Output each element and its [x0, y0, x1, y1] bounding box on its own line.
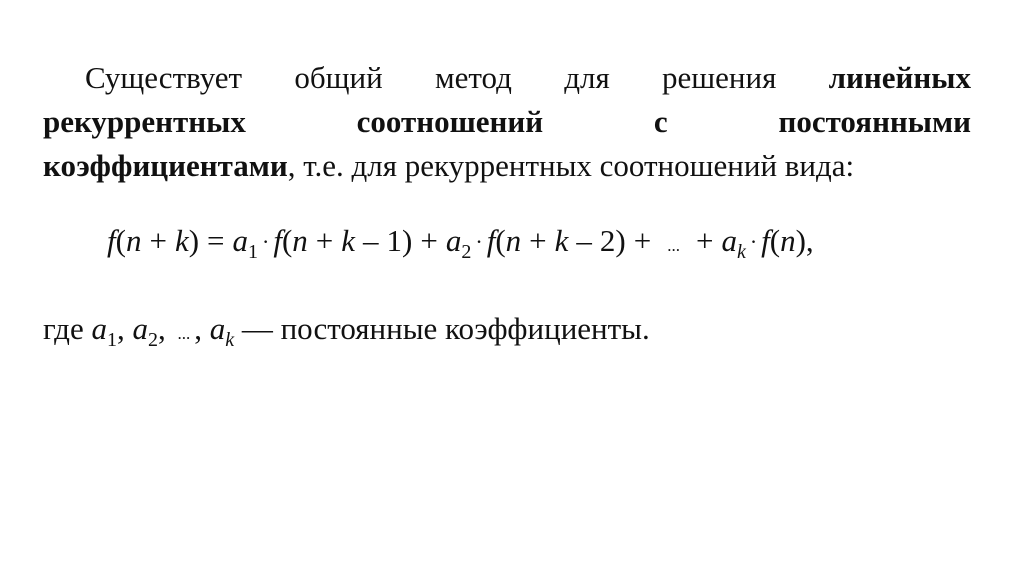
formula-subscript: 2	[461, 241, 472, 263]
formula-ellipsis: ...	[177, 324, 191, 343]
formula-symbol: (	[495, 223, 506, 258]
formula-symbol: n	[780, 223, 796, 258]
formula-symbol: a	[232, 223, 249, 258]
word: для	[564, 60, 610, 95]
formula-operator: +	[529, 223, 547, 258]
formula-subscript	[225, 329, 234, 351]
formula-symbol: (	[115, 223, 126, 258]
formula-symbol: a	[445, 223, 462, 258]
formula-operator: –	[576, 223, 592, 258]
where-text: — постоянные коэффициенты.	[241, 311, 650, 346]
formula-ellipsis: ...	[667, 236, 680, 255]
formula-operator: ·	[262, 229, 270, 254]
bold-term-word: соотношений	[356, 104, 544, 139]
bold-term-word: постоянными	[778, 104, 971, 139]
word: решения	[662, 60, 777, 95]
word: метод	[435, 60, 512, 95]
formula-symbol: f	[107, 223, 116, 258]
bold-term-word: линейных	[828, 60, 971, 95]
formula-operator: +	[420, 223, 438, 258]
formula-operator: ·	[749, 229, 758, 254]
formula-symbol: a	[209, 311, 226, 346]
formula-symbol: k	[174, 223, 189, 258]
paragraph-line-3	[43, 144, 971, 188]
formula-symbol: )	[615, 223, 626, 258]
formula-symbol: 2	[599, 223, 616, 258]
formula-symbol: f	[486, 223, 496, 258]
bold-term-word: рекуррентных	[43, 104, 246, 139]
formula-symbol: n	[292, 223, 308, 258]
formula-symbol: )	[402, 223, 413, 258]
formula-operator: +	[149, 223, 167, 258]
formula-symbol: ),	[795, 223, 814, 258]
formula-operator: ·	[475, 229, 483, 254]
formula-symbol: f	[273, 223, 282, 258]
formula-operator: =	[207, 223, 225, 258]
paragraph-text: , т.е. для рекуррентных соотношений вида:	[287, 148, 855, 183]
bold-term-word: с	[653, 104, 668, 139]
formula-symbol: k	[554, 223, 569, 258]
formula-symbol: k	[341, 223, 356, 258]
word: общий	[294, 60, 383, 95]
where-text: ,	[157, 311, 166, 346]
formula-symbol: f	[761, 223, 770, 258]
where-clause	[43, 307, 650, 356]
where-text: ,	[116, 311, 125, 346]
formula-symbol: k	[225, 329, 235, 351]
formula-symbol: a	[91, 311, 107, 346]
formula-symbol: k	[736, 241, 746, 263]
formula-symbol: a	[132, 311, 148, 346]
formula-operator: –	[363, 223, 379, 258]
formula-subscript: 2	[147, 329, 158, 351]
paragraph-line-1	[43, 56, 971, 100]
formula-symbol: )	[188, 223, 200, 258]
formula-subscript: 1	[106, 329, 117, 351]
formula-symbol: (	[769, 223, 781, 258]
formula-symbol: n	[505, 223, 522, 258]
formula-operator: +	[315, 223, 334, 258]
formula-subscript: 1	[248, 241, 259, 263]
intro-paragraph	[43, 56, 971, 188]
formula-symbol: 1	[386, 223, 403, 258]
formula-symbol: (	[281, 223, 293, 258]
recurrence-formula	[107, 219, 814, 268]
where-text: ,	[194, 311, 202, 346]
formula-operator: +	[633, 223, 652, 258]
paragraph-line-2	[43, 100, 971, 144]
where-text: где	[43, 311, 84, 346]
formula-subscript	[737, 241, 746, 263]
formula-symbol: n	[125, 223, 142, 258]
formula-symbol: a	[721, 223, 737, 258]
word: Существует	[85, 60, 243, 95]
formula-operator: +	[695, 223, 714, 258]
bold-term-word: коэффициентами	[43, 148, 288, 183]
